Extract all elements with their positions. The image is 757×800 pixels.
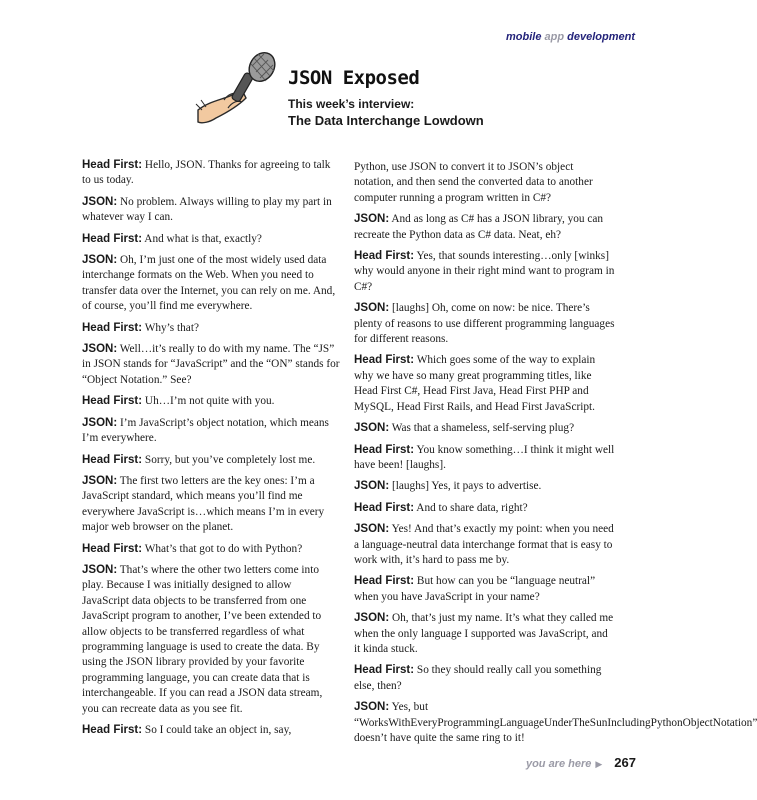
speaker-label: Head First:: [354, 501, 415, 514]
dialogue-line: [354, 249, 616, 295]
dialogue-line: [354, 501, 616, 516]
feature-title: JSON Exposed: [288, 67, 420, 89]
speaker-label: Head First:: [354, 664, 415, 677]
dialogue-text: You know something…I think it might well have been! [laughs].: [354, 443, 615, 471]
dialogue-text: No problem. Always willing to play my part in whatever way I can.: [82, 195, 332, 224]
speaker-label: Head First:: [354, 354, 415, 367]
dialogue-line: [82, 232, 340, 247]
dialogue-text: [laughs] Oh, come on now: be nice. There’s plenty of reasons to use different programming languages for different reasons.: [354, 302, 615, 346]
dialogue-line: [354, 574, 616, 605]
dialogue-line: [82, 321, 340, 336]
speaker-label: Head First:: [354, 575, 415, 588]
page-footer: [526, 754, 636, 772]
speaker-label: JSON:: [82, 254, 118, 267]
dialogue-text: Oh, that’s just my name. It’s what they called me when the only language I supported was JavaScript, and it kinda stuck.: [354, 612, 614, 655]
dialogue-line: [354, 700, 757, 746]
dialogue-text: Why’s that?: [144, 321, 199, 334]
dialogue-line: [82, 342, 340, 388]
dialogue-line: [354, 522, 616, 568]
dialogue-line: [354, 611, 616, 657]
dialogue-line: [82, 394, 340, 409]
dialogue-text: So I could take an object in, say,: [144, 724, 292, 736]
dialogue-text: So they should really call you something else, then?: [354, 664, 602, 692]
dialogue-text: [laughs] Yes, it pays to advertise.: [391, 480, 542, 493]
dialogue-text: The first two letters are the key ones: I’m a JavaScript standard, which means you’ll find me everywhere JavaScript is…which means I’m in every major web browser on the planet.: [82, 474, 325, 534]
dialogue-text: Yes, that sounds interesting…only [winks] why would anyone in their right mind want to program in C#?: [354, 250, 615, 293]
dialogue-line: [354, 663, 616, 694]
speaker-label: Head First:: [354, 250, 415, 263]
speaker-label: JSON:: [82, 474, 118, 487]
dialogue-text: Yes! And that’s exactly my point: when you need a language-neutral data interchange format that is easy to work with, it’s hard to pass me by.: [354, 523, 614, 566]
dialogue-text: Python, use JSON to convert it to JSON’s object notation, and then send the converted data to another computer running a program written in C#?: [354, 161, 593, 204]
dialogue-line: [82, 542, 340, 557]
speaker-label: Head First:: [82, 321, 143, 334]
dialogue-text: And as long as C# has a JSON library, you can recreate the Python data as C# data. Neat, eh?: [354, 213, 604, 241]
speaker-label: JSON:: [354, 302, 390, 315]
interview-title: The Data Interchange Lowdown: [288, 113, 484, 128]
dialogue-text: Was that a shameless, self-serving plug?: [391, 422, 575, 435]
dialogue-text: What’s that got to do with Python?: [144, 542, 303, 555]
dialogue-line: [82, 416, 340, 447]
speaker-label: Head First:: [82, 542, 143, 555]
speaker-label: JSON:: [354, 612, 390, 625]
dialogue-line: [82, 563, 340, 717]
speaker-label: JSON:: [354, 480, 390, 493]
speaker-label: JSON:: [82, 416, 118, 429]
dialogue-text: Oh, I’m just one of the most widely used data interchange formats on the Web. When you need to transfer data over the Internet, you can rely on me. And, of course, you’ll find me everywhere.: [82, 254, 336, 313]
interview-left-column: [82, 158, 340, 744]
speaker-label: Head First:: [82, 232, 143, 245]
right-arrow-icon: ▶: [595, 759, 603, 769]
speaker-label: JSON:: [354, 701, 390, 714]
speaker-label: Head First:: [82, 159, 143, 171]
dialogue-text: Hello, JSON. Thanks for agreeing to talk to us today.: [82, 159, 331, 187]
dialogue-line: [82, 195, 340, 226]
dialogue-text: But how can you be “language neutral” when you have JavaScript in your name?: [354, 575, 596, 603]
dialogue-line: [82, 453, 340, 468]
running-head-app: app: [544, 31, 565, 43]
running-head: [506, 31, 635, 43]
speaker-label: JSON:: [354, 523, 390, 536]
speaker-label: Head First:: [82, 724, 143, 736]
dialogue-text: Which goes some of the way to explain why we have so many great programming titles, like Head First C#, Head First Java, Head First PHP and MySQL, Head First Rails, and Head First JavaScript.: [354, 354, 596, 413]
speaker-label: JSON:: [82, 563, 118, 576]
speaker-label: Head First:: [354, 443, 415, 456]
dialogue-text: And to share data, right?: [416, 501, 528, 514]
dialogue-line: [82, 474, 340, 536]
running-head-development: development: [567, 31, 635, 43]
running-head-mobile: mobile: [506, 31, 542, 43]
dialogue-line: [354, 160, 616, 206]
dialogue-line: [82, 158, 340, 189]
you-are-here-label: you are here: [525, 758, 592, 770]
page-number: 267: [614, 755, 636, 770]
dialogue-line: [354, 421, 616, 436]
dialogue-text: I’m JavaScript’s object notation, which means I’m everywhere.: [82, 416, 329, 445]
speaker-label: Head First:: [82, 453, 143, 466]
speaker-label: JSON:: [82, 195, 118, 208]
dialogue-text: That’s where the other two letters come into play. Because I was initially designed to allow JavaScript data objects to be transferred from one JavaScript program to another, I’ve been extended to allow objects to be transferred regardless of what programming language is used to create the data. By using the JSON library provided by your favorite programming language, you can create data that is interchangeable. If you can read a JSON data stream, you can recreate data as you see fit.: [82, 563, 323, 715]
interview-right-column: [354, 160, 757, 752]
dialogue-line: [354, 301, 616, 347]
speaker-label: Head First:: [82, 395, 143, 408]
speaker-label: JSON:: [354, 422, 390, 435]
dialogue-line: [354, 212, 616, 243]
interview-intro: This week’s interview:: [288, 97, 415, 111]
dialogue-line: [354, 479, 616, 494]
dialogue-line: [354, 353, 616, 415]
dialogue-text: Yes, but “WorksWithEveryProgrammingLanguageUnderTheSunIncludingPythonObjectNotation” doesn’t have quite the same ring to it!: [354, 701, 757, 744]
dialogue-text: Sorry, but you’ve completely lost me.: [144, 453, 316, 466]
speaker-label: JSON:: [82, 343, 118, 356]
microphone-icon: [194, 50, 286, 126]
dialogue-line: [82, 723, 340, 738]
dialogue-text: Well…it’s really to do with my name. The “JS” in JSON stands for “JavaScript” and the “ON” stands for “Object Notation.” See?: [82, 343, 340, 386]
dialogue-text: And what is that, exactly?: [144, 232, 262, 245]
dialogue-line: [354, 443, 616, 474]
dialogue-text: Uh…I’m not quite with you.: [144, 395, 275, 408]
speaker-label: JSON:: [354, 213, 390, 226]
dialogue-line: [82, 253, 340, 315]
